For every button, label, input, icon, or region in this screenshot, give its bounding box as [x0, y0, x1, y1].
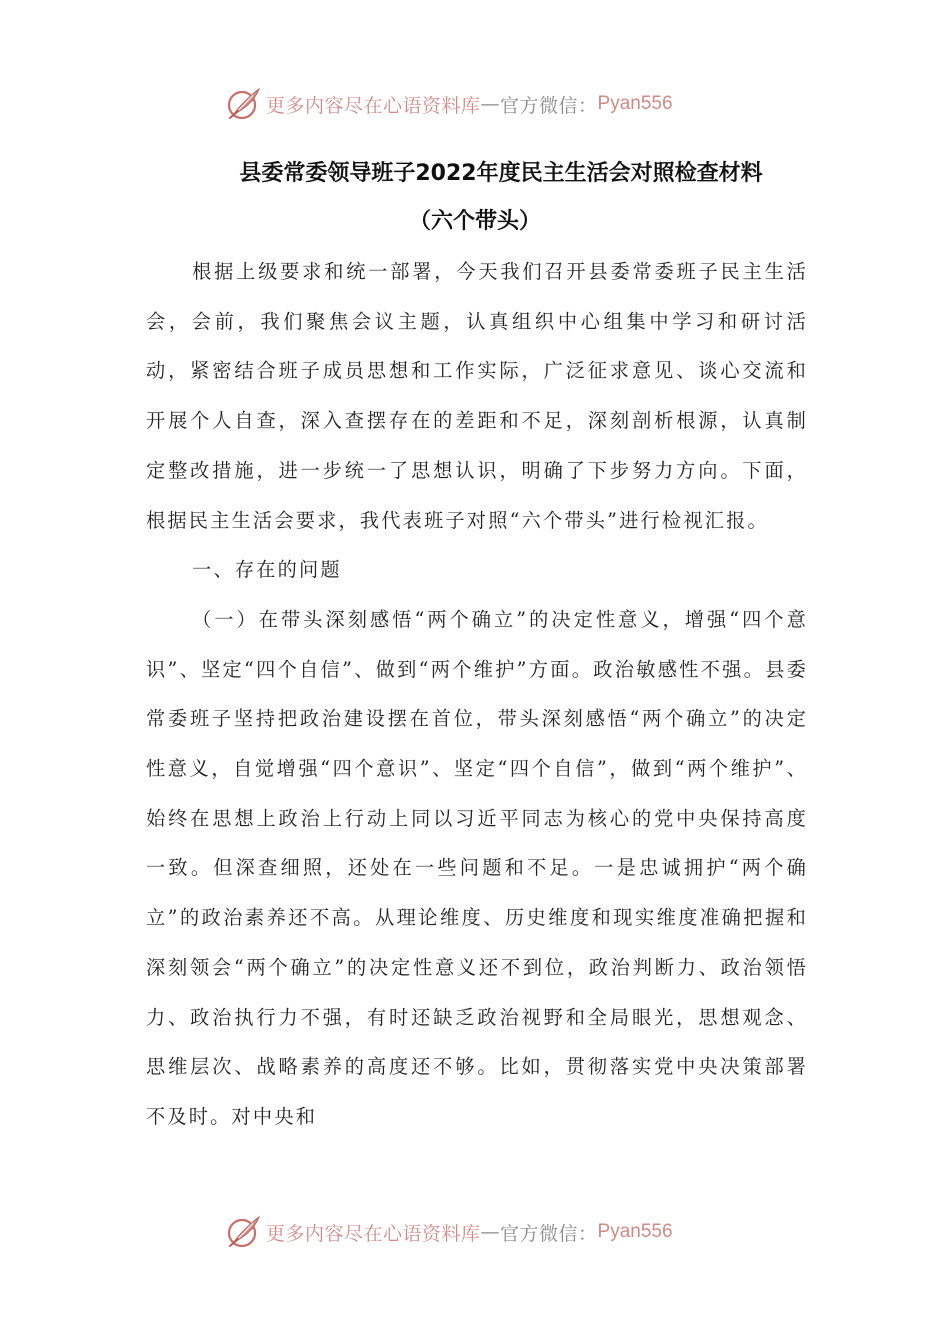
- watermark-account: Pyan556: [597, 1221, 673, 1242]
- watermark-sub-text: 官方微信：: [500, 94, 598, 117]
- watermark-dash: —: [480, 1221, 501, 1243]
- intro-paragraph: 根据上级要求和统一部署，今天我们召开县委常委班子民主生活会，会前，我们聚焦会议主题，认真组织中心组集中学习和研讨活动，紧密结合班子成员思想和工作实际，广泛征求意见、谈心交流和开展个人自查，深入查摆存在的差距和不足，深刻剖析根源，认真制定整改措施，进一步统一了思想认识，明确了下步努力方向。下面，根据民主生活会要求，我代表班子对照“六个带头”进行检视汇报。: [146, 260, 808, 532]
- document-body: [146, 247, 808, 1142]
- watermark-account: Pyan556: [597, 93, 673, 114]
- header-watermark: [226, 84, 746, 124]
- feather-pen-logo-icon: [226, 86, 262, 122]
- watermark-dash: —: [480, 93, 501, 115]
- footer-watermark: [226, 1212, 746, 1252]
- feather-pen-logo-icon: [226, 1214, 262, 1250]
- document-title: 县委常委领导班子2022年度民主生活会对照检查材料: [239, 161, 763, 186]
- watermark-main-text: 更多内容尽在心语资料库: [266, 94, 481, 117]
- document-subtitle: （六个带头）: [408, 209, 541, 234]
- body-paragraph: （一）在带头深刻感悟“两个确立”的决定性意义，增强“四个意识”、坚定“四个自信”、做到“两个维护”方面。政治敏感性不强。县委常委班子坚持把政治建设摆在首位，带头深刻感悟“两个确立”的决定性意义，自觉增强“四个意识”、坚定“四个自信”，做到“两个维护”、始终在思想上政治上行动上同以习近平同志为核心的党中央保持高度一致。但深查细照，还处在一些问题和不足。一是忠诚拥护“两个确立”的政治素养还不高。从理论维度、历史维度和现实维度准确把握和深刻领会“两个确立”的决定性意义还不到位，政治判断力、政治领悟力、政治执行力不强，有时还缺乏政治视野和全局眼光，思想观念、思维层次、战略素养的高度还不够。比如，贯彻落实党中央决策部署不及时。对中央和: [146, 607, 808, 1128]
- watermark-main-text: 更多内容尽在心语资料库: [266, 1222, 481, 1245]
- watermark-sub-text: 官方微信：: [500, 1222, 598, 1245]
- section-heading: 一、存在的问题: [192, 558, 342, 582]
